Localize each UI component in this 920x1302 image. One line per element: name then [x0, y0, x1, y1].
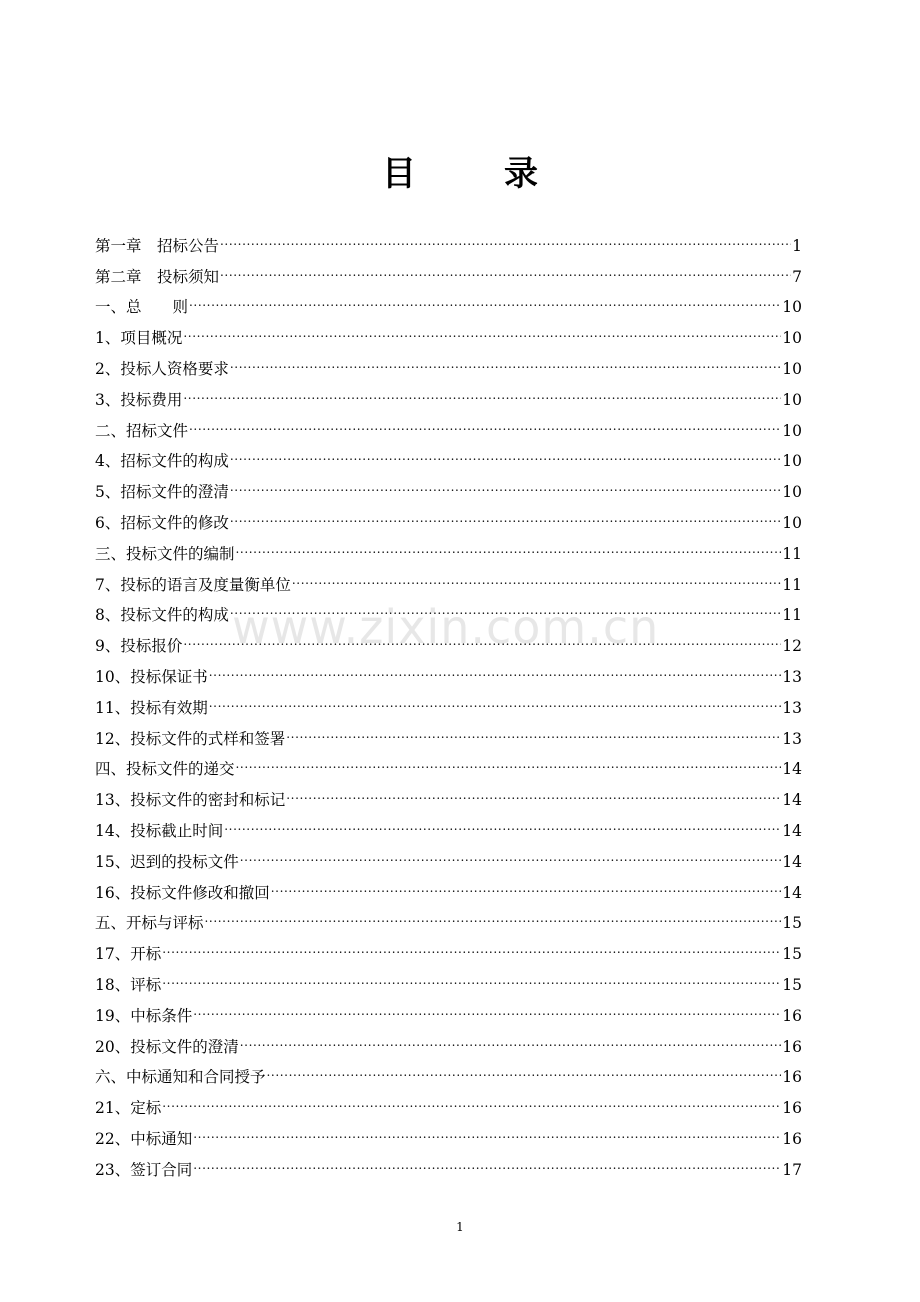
toc-entry-label: 6、招标文件的修改: [95, 513, 229, 532]
toc-entry-label: 三、投标文件的编制: [95, 544, 235, 563]
toc-entry[interactable]: [95, 312, 802, 348]
toc-entry-page: 15: [782, 914, 802, 933]
toc-entry-page: 14: [782, 791, 802, 810]
toc-dot-leader: [230, 343, 781, 374]
toc-entry-label: 5、招标文件的澄清: [95, 483, 229, 502]
table-of-contents: [95, 220, 802, 1179]
toc-entry-label: 14、投标截止时间: [95, 821, 224, 840]
toc-entry[interactable]: [95, 343, 802, 378]
toc-entry-page: 11: [782, 544, 802, 563]
toc-entry-label: 12、投标文件的式样和签署: [95, 729, 286, 748]
toc-entry-label: 20、投标文件的澄清: [95, 1037, 239, 1056]
toc-entry-label: 4、招标文件的构成: [95, 452, 229, 471]
toc-dot-leader: [193, 1144, 781, 1175]
toc-entry[interactable]: [95, 1113, 802, 1148]
toc-dot-leader: [240, 836, 782, 867]
toc-entry-label: 7、投标的语言及度量衡单位: [95, 575, 291, 594]
toc-dot-leader: [189, 282, 781, 313]
toc-dot-leader: [240, 1021, 782, 1052]
toc-entry-page: 10: [782, 483, 802, 502]
toc-entry[interactable]: [95, 928, 802, 964]
toc-entry-label: 9、投标报价: [95, 637, 183, 656]
toc-entry-page: 16: [782, 1006, 802, 1025]
toc-entry-label: 四、投标文件的递交: [95, 760, 235, 779]
toc-entry-page: 10: [782, 421, 802, 440]
toc-dot-leader: [205, 898, 782, 929]
toc-dot-leader: [193, 990, 781, 1021]
toc-entry[interactable]: [95, 220, 802, 255]
toc-entry-page: 15: [782, 945, 802, 964]
toc-entry-page: 10: [782, 513, 802, 532]
toc-dot-leader: [162, 959, 781, 990]
toc-entry[interactable]: [95, 990, 802, 1025]
toc-dot-leader: [220, 220, 791, 251]
toc-entry-page: 1: [792, 236, 802, 255]
page-title: [0, 146, 920, 195]
toc-dot-leader: [236, 744, 782, 775]
toc-entry-label: 10、投标保证书: [95, 667, 208, 686]
toc-dot-leader: [267, 1052, 782, 1083]
toc-entry-page: 10: [782, 390, 802, 409]
toc-entry-page: 16: [782, 1037, 802, 1056]
toc-entry-label: 23、签订合同: [95, 1160, 193, 1179]
toc-entry-label: 第二章 投标须知: [95, 267, 220, 286]
toc-dot-leader: [162, 1082, 781, 1113]
toc-entry-label: 3、投标费用: [95, 390, 183, 409]
toc-dot-leader: [230, 590, 781, 621]
toc-entry-page: 11: [782, 575, 802, 594]
toc-dot-leader: [224, 805, 781, 836]
toc-entry-label: 五、开标与评标: [95, 914, 204, 933]
toc-entry-page: 7: [792, 267, 802, 286]
toc-entry-label: 一、总 则: [95, 298, 189, 317]
toc-entry-page: 14: [782, 821, 802, 840]
toc-entry-page: 11: [782, 606, 802, 625]
toc-entry[interactable]: [95, 436, 802, 471]
toc-entry-label: 22、中标通知: [95, 1129, 193, 1148]
toc-entry[interactable]: [95, 620, 802, 656]
toc-entry-label: 8、投标文件的构成: [95, 606, 229, 625]
toc-entry-page: 14: [782, 760, 802, 779]
toc-entry-label: 11、投标有效期: [95, 698, 208, 717]
toc-dot-leader: [230, 436, 781, 467]
toc-entry-page: 13: [782, 729, 802, 748]
toc-entry-page: 15: [782, 975, 802, 994]
toc-entry-page: 16: [782, 1068, 802, 1087]
toc-entry[interactable]: [95, 405, 802, 440]
toc-entry-label: 13、投标文件的密封和标记: [95, 791, 286, 810]
toc-entry-page: 13: [782, 698, 802, 717]
toc-dot-leader: [271, 867, 782, 898]
toc-entry-label: 15、迟到的投标文件: [95, 852, 239, 871]
toc-dot-leader: [286, 713, 781, 744]
toc-entry-label: 17、开标: [95, 945, 162, 964]
toc-dot-leader: [230, 466, 781, 497]
toc-entry-page: 10: [782, 359, 802, 378]
toc-entry-label: 18、评标: [95, 975, 162, 994]
toc-dot-leader: [220, 251, 791, 282]
toc-entry-page: 16: [782, 1129, 802, 1148]
toc-entry-label: 二、招标文件: [95, 421, 189, 440]
toc-dot-leader: [162, 928, 781, 959]
toc-entry-label: 21、定标: [95, 1099, 162, 1118]
toc-dot-leader: [209, 682, 782, 713]
toc-entry-label: 1、项目概况: [95, 329, 183, 348]
toc-entry[interactable]: [95, 1082, 802, 1118]
toc-dot-leader: [183, 374, 781, 405]
toc-entry[interactable]: [95, 959, 802, 994]
toc-dot-leader: [286, 774, 781, 805]
toc-entry[interactable]: [95, 1144, 802, 1179]
toc-entry-page: 10: [782, 298, 802, 317]
toc-entry-page: 14: [782, 883, 802, 902]
watermark: www.zixin.com.cn: [232, 600, 660, 654]
toc-entry-page: 12: [782, 637, 802, 656]
toc-dot-leader: [183, 312, 781, 343]
toc-dot-leader: [183, 620, 781, 651]
page-title-char-2: 录: [504, 154, 538, 194]
toc-dot-leader: [193, 1113, 781, 1144]
toc-dot-leader: [209, 651, 782, 682]
page-number: 1: [456, 1220, 464, 1234]
page-title-char-1: 目: [382, 154, 416, 194]
toc-entry[interactable]: [95, 374, 802, 409]
toc-dot-leader: [230, 497, 781, 528]
toc-entry[interactable]: [95, 1021, 802, 1056]
toc-entry-label: 第一章 招标公告: [95, 236, 220, 255]
toc-entry-label: 2、投标人资格要求: [95, 359, 229, 378]
toc-entry[interactable]: [95, 651, 802, 686]
toc-entry-label: 19、中标条件: [95, 1006, 193, 1025]
toc-dot-leader: [236, 528, 782, 559]
toc-entry-page: 17: [782, 1160, 802, 1179]
toc-entry-label: 六、中标通知和合同授予: [95, 1068, 266, 1087]
toc-entry-page: 10: [782, 329, 802, 348]
toc-dot-leader: [292, 559, 781, 590]
toc-entry-page: 13: [782, 667, 802, 686]
toc-dot-leader: [189, 405, 781, 436]
toc-entry-page: 10: [782, 452, 802, 471]
toc-entry-page: 16: [782, 1099, 802, 1118]
toc-entry[interactable]: [95, 282, 802, 317]
toc-entry-page: 14: [782, 852, 802, 871]
toc-entry-label: 16、投标文件修改和撤回: [95, 883, 270, 902]
